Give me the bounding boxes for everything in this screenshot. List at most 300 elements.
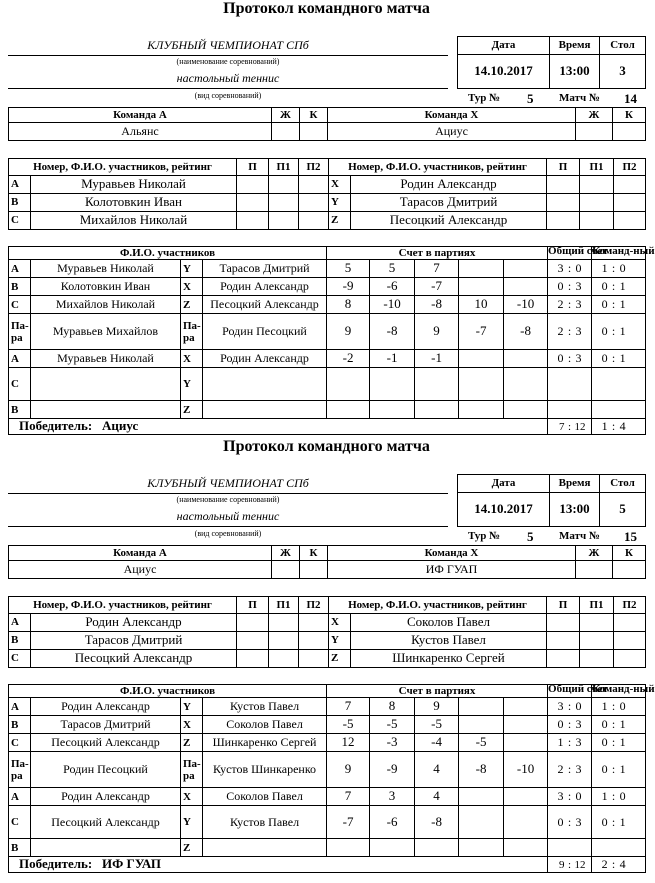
p1-label: П1 bbox=[580, 597, 614, 614]
set-score: 9 bbox=[327, 752, 370, 788]
set-score: 4 bbox=[415, 788, 459, 806]
round-label: Тур № bbox=[468, 530, 501, 542]
set-score bbox=[459, 716, 504, 734]
game-row: B Тарасов Дмитрий X Соколов Павел -5 -5 -5 0 : 3 0 : 1 bbox=[9, 716, 646, 734]
set-score: 8 bbox=[327, 296, 370, 314]
set-score bbox=[504, 734, 548, 752]
competition-name: КЛУБНЫЙ ЧЕМПИОНАТ СПб bbox=[147, 38, 309, 52]
team-point-x bbox=[618, 368, 646, 401]
game-letter-x: X bbox=[181, 788, 203, 806]
total-team-x: 4 bbox=[618, 419, 646, 435]
set-score: 7 bbox=[415, 260, 459, 278]
team-a-label: Команда А bbox=[9, 108, 272, 123]
team-point-x: 1 bbox=[618, 296, 646, 314]
round-number: 5 bbox=[527, 91, 534, 106]
game-row: A Родин Александр Y Кустов Павел 7 8 9 3 : 0 1 : 0 bbox=[9, 698, 646, 716]
sets-won-a: 0 bbox=[548, 350, 566, 368]
game-player-a: Михайлов Николай bbox=[31, 296, 181, 314]
team-point-x: 1 bbox=[618, 278, 646, 296]
set-score: 9 bbox=[415, 698, 459, 716]
set-score: -10 bbox=[370, 296, 415, 314]
sets-won-x: 3 bbox=[574, 350, 592, 368]
game-letter-x: Z bbox=[181, 734, 203, 752]
sets-won-a: 0 bbox=[548, 806, 566, 839]
game-player-a: Муравьев Николай bbox=[31, 260, 181, 278]
set-score: -7 bbox=[459, 314, 504, 350]
set-score: 10 bbox=[459, 296, 504, 314]
sets-won-x bbox=[574, 368, 592, 401]
game-letter-x: X bbox=[181, 350, 203, 368]
team-point-a: 1 bbox=[592, 698, 610, 716]
game-letter-x: Y bbox=[181, 368, 203, 401]
game-player-x bbox=[203, 401, 327, 419]
set-score bbox=[327, 368, 370, 401]
sets-won-a: 3 bbox=[548, 260, 566, 278]
set-score: -5 bbox=[459, 734, 504, 752]
table-label: Стол bbox=[600, 37, 646, 55]
team-x-name: Ациус bbox=[328, 123, 576, 141]
winner-team: Ациус bbox=[102, 418, 139, 434]
game-player-a: Родин Александр bbox=[31, 698, 181, 716]
player-name: Тарасов Дмитрий bbox=[31, 632, 237, 650]
set-score bbox=[415, 401, 459, 419]
game-letter-x: X bbox=[181, 716, 203, 734]
game-letter-a: B bbox=[9, 401, 31, 419]
set-score bbox=[504, 788, 548, 806]
score-header: Счет в партиях bbox=[327, 247, 548, 260]
set-score: -5 bbox=[415, 716, 459, 734]
round-label: Тур № bbox=[468, 92, 501, 104]
team-point-x bbox=[618, 401, 646, 419]
set-score: -10 bbox=[504, 296, 548, 314]
winner-label: Победитель: bbox=[19, 418, 93, 434]
set-score bbox=[415, 368, 459, 401]
team-point-a: 0 bbox=[592, 734, 610, 752]
team-point-x: 1 bbox=[618, 350, 646, 368]
set-score: -2 bbox=[327, 350, 370, 368]
time-label: Время bbox=[550, 475, 600, 493]
game-letter-x: Z bbox=[181, 296, 203, 314]
set-score: 7 bbox=[327, 698, 370, 716]
player-name: Колотовкин Иван bbox=[31, 194, 237, 212]
player-letter: A bbox=[9, 176, 31, 194]
players-header: Номер, Ф.И.О. участников, рейтинг bbox=[9, 159, 237, 176]
date-label: Дата bbox=[458, 475, 550, 493]
sets-won-x: 3 bbox=[574, 734, 592, 752]
red-card-label: К bbox=[613, 546, 646, 561]
red-card-label: К bbox=[300, 108, 328, 123]
p2-label: П2 bbox=[299, 159, 329, 176]
set-score bbox=[504, 260, 548, 278]
game-row bbox=[9, 368, 646, 401]
team-point-a: 0 bbox=[592, 350, 610, 368]
game-letter-x: Z bbox=[181, 401, 203, 419]
game-letter-x: Па-ра bbox=[181, 752, 203, 788]
team-point-x: 1 bbox=[618, 716, 646, 734]
game-player-a: Муравьев Михайлов bbox=[31, 314, 181, 350]
game-row: C Песоцкий Александр Z Шинкаренко Сергей 12 -3 -4 -5 1 : 3 0 : 1 bbox=[9, 734, 646, 752]
set-score bbox=[504, 401, 548, 419]
set-score: -3 bbox=[370, 734, 415, 752]
sets-won-a: 2 bbox=[548, 296, 566, 314]
game-player-x: Родин Александр bbox=[203, 278, 327, 296]
team-point-x: 0 bbox=[618, 788, 646, 806]
red-card-label: К bbox=[613, 108, 646, 123]
set-score bbox=[370, 401, 415, 419]
game-letter-x: Y bbox=[181, 698, 203, 716]
sets-won-x: 3 bbox=[574, 806, 592, 839]
team-point-a: 0 bbox=[592, 716, 610, 734]
game-row: Па-ра Родин Песоцкий Па-ра Кустов Шинкаренко 9 -9 4 -8 -10 2 : 3 0 : 1 bbox=[9, 752, 646, 788]
match-number: 15 bbox=[624, 529, 637, 544]
p-label: П bbox=[237, 159, 269, 176]
game-player-a bbox=[31, 401, 181, 419]
winner-row bbox=[9, 419, 548, 435]
game-player-a: Колотовкин Иван bbox=[31, 278, 181, 296]
game-player-x: Соколов Павел bbox=[203, 788, 327, 806]
player-name: Муравьев Николай bbox=[31, 176, 237, 194]
sets-won-a bbox=[548, 401, 566, 419]
set-score bbox=[504, 698, 548, 716]
game-letter-a: B bbox=[9, 716, 31, 734]
player-row bbox=[9, 212, 646, 230]
set-score bbox=[327, 839, 370, 857]
game-player-a bbox=[31, 839, 181, 857]
game-player-a: Песоцкий Александр bbox=[31, 734, 181, 752]
set-score bbox=[370, 368, 415, 401]
match-time: 13:00 bbox=[550, 55, 600, 89]
time-label: Время bbox=[550, 37, 600, 55]
game-player-a: Песоцкий Александр bbox=[31, 806, 181, 839]
game-letter-x: Y bbox=[181, 260, 203, 278]
sets-won-x: 0 bbox=[574, 260, 592, 278]
game-row: C Песоцкий Александр Y Кустов Павел -7 -6 -8 0 : 3 0 : 1 bbox=[9, 806, 646, 839]
total-sets-x: 12 bbox=[574, 419, 592, 435]
set-score bbox=[459, 368, 504, 401]
game-player-a bbox=[31, 368, 181, 401]
game-letter-a: C bbox=[9, 806, 31, 839]
game-row bbox=[9, 839, 646, 857]
set-score: 9 bbox=[415, 314, 459, 350]
date-label: Дата bbox=[458, 37, 550, 55]
table-number: 5 bbox=[600, 493, 646, 527]
game-letter-a: C bbox=[9, 368, 31, 401]
sets-won-x bbox=[574, 839, 592, 857]
p1-label: П1 bbox=[269, 159, 299, 176]
team-point-x: 0 bbox=[618, 698, 646, 716]
game-letter-x: X bbox=[181, 278, 203, 296]
match-date: 14.10.2017 bbox=[458, 55, 550, 89]
table-number: 3 bbox=[600, 55, 646, 89]
player-letter: C bbox=[9, 212, 31, 230]
set-score bbox=[504, 278, 548, 296]
set-score: -4 bbox=[415, 734, 459, 752]
yellow-card-label: Ж bbox=[576, 546, 613, 561]
sets-won-a: 0 bbox=[548, 278, 566, 296]
sets-won-a bbox=[548, 839, 566, 857]
set-score bbox=[459, 839, 504, 857]
game-letter-a: A bbox=[9, 350, 31, 368]
sets-won-x bbox=[574, 401, 592, 419]
game-letter-a: A bbox=[9, 698, 31, 716]
team-point-a: 0 bbox=[592, 806, 610, 839]
players-header: Номер, Ф.И.О. участников, рейтинг bbox=[329, 597, 547, 614]
player-name: Тарасов Дмитрий bbox=[351, 194, 547, 212]
sport-caption: (вид соревнований) bbox=[194, 529, 262, 538]
set-score bbox=[459, 350, 504, 368]
team-x-label: Команда Х bbox=[328, 108, 576, 123]
competition-caption: (наименование соревнований) bbox=[176, 495, 280, 504]
game-letter-a: B bbox=[9, 278, 31, 296]
game-row: C Михайлов Николай Z Песоцкий Александр 8 -10 -8 10 -10 2 : 3 0 : 1 bbox=[9, 296, 646, 314]
game-row: Па-ра Муравьев Михайлов Па-ра Родин Песоцкий 9 -8 9 -7 -8 2 : 3 0 : 1 bbox=[9, 314, 646, 350]
set-score: -8 bbox=[415, 806, 459, 839]
p2-label: П2 bbox=[299, 597, 329, 614]
protocol-title: Протокол командного матча bbox=[223, 438, 430, 455]
set-score bbox=[459, 806, 504, 839]
set-score: -6 bbox=[370, 806, 415, 839]
sets-won-a: 2 bbox=[548, 752, 566, 788]
player-letter: X bbox=[329, 614, 351, 632]
games-header: Ф.И.О. участников bbox=[9, 247, 327, 260]
p-label: П bbox=[547, 159, 580, 176]
team-point-x: 1 bbox=[618, 734, 646, 752]
sets-won-x: 3 bbox=[574, 716, 592, 734]
players-header: Номер, Ф.И.О. участников, рейтинг bbox=[9, 597, 237, 614]
set-score: -5 bbox=[370, 716, 415, 734]
player-letter: Z bbox=[329, 212, 351, 230]
set-score bbox=[459, 260, 504, 278]
set-score: -9 bbox=[370, 752, 415, 788]
match-label: Матч № bbox=[559, 530, 601, 542]
player-row bbox=[9, 650, 646, 668]
sets-won-a: 2 bbox=[548, 314, 566, 350]
set-score: -7 bbox=[327, 806, 370, 839]
team-point-x: 1 bbox=[618, 806, 646, 839]
p1-label: П1 bbox=[269, 597, 299, 614]
total-header: Общий счет bbox=[548, 247, 592, 260]
game-player-x: Песоцкий Александр bbox=[203, 296, 327, 314]
game-letter-x: Па-ра bbox=[181, 314, 203, 350]
set-score: -1 bbox=[415, 350, 459, 368]
game-row bbox=[9, 401, 646, 419]
yellow-card-label: Ж bbox=[272, 546, 300, 561]
set-score bbox=[459, 698, 504, 716]
game-player-x: Шинкаренко Сергей bbox=[203, 734, 327, 752]
game-letter-a: B bbox=[9, 839, 31, 857]
game-player-x: Кустов Шинкаренко bbox=[203, 752, 327, 788]
set-score: 12 bbox=[327, 734, 370, 752]
game-player-a: Родин Песоцкий bbox=[31, 752, 181, 788]
game-letter-a: Па-ра bbox=[9, 752, 31, 788]
set-score bbox=[415, 839, 459, 857]
competition-caption: (наименование соревнований) bbox=[176, 57, 280, 66]
set-score: -10 bbox=[504, 752, 548, 788]
team-point-a: 0 bbox=[592, 752, 610, 788]
game-player-x: Родин Песоцкий bbox=[203, 314, 327, 350]
game-row: B Колотовкин Иван X Родин Александр -9 -6 -7 0 : 3 0 : 1 bbox=[9, 278, 646, 296]
player-name: Родин Александр bbox=[351, 176, 547, 194]
player-row bbox=[9, 614, 646, 632]
set-score: -8 bbox=[504, 314, 548, 350]
set-score bbox=[504, 806, 548, 839]
player-letter: X bbox=[329, 176, 351, 194]
game-player-x: Родин Александр bbox=[203, 350, 327, 368]
team-point-x: 1 bbox=[618, 314, 646, 350]
game-player-x: Кустов Павел bbox=[203, 698, 327, 716]
set-score: -8 bbox=[370, 314, 415, 350]
set-score: -8 bbox=[459, 752, 504, 788]
game-letter-a: C bbox=[9, 734, 31, 752]
team-point-x: 0 bbox=[618, 260, 646, 278]
set-score: 7 bbox=[327, 788, 370, 806]
sets-won-x: 3 bbox=[574, 314, 592, 350]
set-score bbox=[459, 788, 504, 806]
winner-row bbox=[9, 857, 548, 873]
total-header: Общий счет bbox=[548, 685, 592, 698]
player-name: Соколов Павел bbox=[351, 614, 547, 632]
set-score: -6 bbox=[370, 278, 415, 296]
set-score: 4 bbox=[415, 752, 459, 788]
game-letter-x: Y bbox=[181, 806, 203, 839]
p2-label: П2 bbox=[614, 597, 646, 614]
set-score bbox=[504, 839, 548, 857]
p-label: П bbox=[547, 597, 580, 614]
team-point-a: 0 bbox=[592, 314, 610, 350]
games-header: Ф.И.О. участников bbox=[9, 685, 327, 698]
p2-label: П2 bbox=[614, 159, 646, 176]
team-point-a: 1 bbox=[592, 260, 610, 278]
game-letter-a: A bbox=[9, 788, 31, 806]
team-point-x bbox=[618, 839, 646, 857]
sets-won-x: 3 bbox=[574, 278, 592, 296]
sets-won-x: 0 bbox=[574, 788, 592, 806]
match-time: 13:00 bbox=[550, 493, 600, 527]
player-name: Песоцкий Александр bbox=[351, 212, 547, 230]
yellow-card-label: Ж bbox=[576, 108, 613, 123]
player-letter: B bbox=[9, 632, 31, 650]
game-letter-x: Z bbox=[181, 839, 203, 857]
set-score bbox=[327, 401, 370, 419]
total-team-a: 1 bbox=[592, 419, 610, 435]
sport-caption: (вид соревнований) bbox=[194, 91, 262, 100]
team-x-name: ИФ ГУАП bbox=[328, 561, 576, 579]
set-score bbox=[459, 278, 504, 296]
table-label: Стол bbox=[600, 475, 646, 493]
set-score: 5 bbox=[327, 260, 370, 278]
set-score: -7 bbox=[415, 278, 459, 296]
team-point-a bbox=[592, 368, 610, 401]
protocol-title: Протокол командного матча bbox=[223, 0, 430, 17]
team-x-label: Команда Х bbox=[328, 546, 576, 561]
set-score: 3 bbox=[370, 788, 415, 806]
match-date: 14.10.2017 bbox=[458, 493, 550, 527]
team-point-a: 0 bbox=[592, 278, 610, 296]
winner-team: ИФ ГУАП bbox=[102, 856, 162, 872]
set-score bbox=[459, 401, 504, 419]
player-name: Михайлов Николай bbox=[31, 212, 237, 230]
game-letter-a: Па-ра bbox=[9, 314, 31, 350]
team-header: Команд-ный bbox=[592, 247, 646, 260]
total-team-a: 2 bbox=[592, 857, 610, 873]
sport-name: настольный теннис bbox=[176, 509, 280, 523]
player-name: Родин Александр bbox=[31, 614, 237, 632]
game-player-x bbox=[203, 839, 327, 857]
total-team-x: 4 bbox=[618, 857, 646, 873]
match-protocol: Протокол командного матча КЛУБНЫЙ ЧЕМПИОНАТ СПб (наименование соревнований) настольный теннис (вид соревнований) Дата Время Стол 14.10.2017 13:00 5 Тур № 5 Матч № 15 Команда А Ж К Команда Х Ж К Ациус ИФ ГУАП Номер, Ф.И.О. участников, рейтинг П П1 П2 Номер, Ф.И.О. участников, рейтинг П П1 П2 A Родин Александр X Соколов Павел B Тарасов Дмитрий Y Кустов Павел C Песоцкий Александр Z Шинкаренко Сергей Ф.И.О. участников Счет в партиях Общий счет Команд-ный A Родин Александр Y Кустов Павел 7 8 9 3 : 0 1 : 0 B Тарасов Дмитрий X Соколов Павел -5 -5 -5 0 : 3 0 : 1 C Песоцкий Александр Z Шинкаренко Сергей 12 -3 -4 -5 1 : 3 0 : 1 Па-ра Родин Песоцкий Па-ра Кустов Шинкаренко 9 -9 4 -8 -10 2 : 3 0 : 1 A Родин Александр X Соколов Павел 7 3 4 3 : 0 1 : 0 C Песоцкий Александр Y Кустов Павел -7 -6 -8 0 : 3 0 : 1 B Z Победитель: ИФ ГУАП 9 : 12 2 : 4 bbox=[0, 438, 653, 879]
sets-won-a: 0 bbox=[548, 716, 566, 734]
player-name: Шинкаренко Сергей bbox=[351, 650, 547, 668]
game-row: A Муравьев Николай Y Тарасов Дмитрий 5 5 7 3 : 0 1 : 0 bbox=[9, 260, 646, 278]
game-letter-a: C bbox=[9, 296, 31, 314]
round-number: 5 bbox=[527, 529, 534, 544]
game-player-x bbox=[203, 368, 327, 401]
game-player-x: Соколов Павел bbox=[203, 716, 327, 734]
score-header: Счет в партиях bbox=[327, 685, 548, 698]
p1-label: П1 bbox=[580, 159, 614, 176]
total-sets-a: 9 bbox=[548, 857, 566, 873]
sets-won-x: 3 bbox=[574, 296, 592, 314]
player-letter: C bbox=[9, 650, 31, 668]
player-letter: Y bbox=[329, 194, 351, 212]
player-row bbox=[9, 194, 646, 212]
player-name: Песоцкий Александр bbox=[31, 650, 237, 668]
team-point-a: 1 bbox=[592, 788, 610, 806]
winner-label: Победитель: bbox=[19, 856, 93, 872]
match-protocol: Протокол командного матча КЛУБНЫЙ ЧЕМПИОНАТ СПб (наименование соревнований) настольный теннис (вид соревнований) Дата Время Стол 14.10.2017 13:00 3 Тур № 5 Матч № 14 Команда А Ж К Команда Х Ж К Альянс Ациус Номер, Ф.И.О. участников, рейтинг П П1 П2 Номер, Ф.И.О. участников, рейтинг П П1 П2 A Муравьев Николай X Родин Александр B Колотовкин Иван Y Тарасов Дмитрий C Михайлов Николай Z Песоцкий Александр Ф.И.О. участников Счет в партиях Общий счет Команд-ный A Муравьев Николай Y Тарасов Дмитрий 5 5 7 3 : 0 1 : 0 B Колотовкин Иван X Родин Александр -9 -6 -7 0 : 3 0 : 1 C Михайлов Николай Z Песоцкий Александр 8 -10 -8 10 -10 2 : 3 0 : 1 Па-ра Муравьев Михайлов Па-ра Родин Песоцкий 9 -8 9 -7 -8 2 : 3 0 : 1 A Муравьев Николай X Родин Александр -2 -1 -1 0 : 3 0 : 1 C Y B Z Победитель: Ациус 7 : 12 1 : 4 bbox=[0, 0, 653, 441]
sets-won-a: 3 bbox=[548, 788, 566, 806]
set-score: -5 bbox=[327, 716, 370, 734]
player-letter: Z bbox=[329, 650, 351, 668]
p-label: П bbox=[237, 597, 269, 614]
set-score bbox=[504, 368, 548, 401]
players-header: Номер, Ф.И.О. участников, рейтинг bbox=[329, 159, 547, 176]
player-name: Кустов Павел bbox=[351, 632, 547, 650]
player-letter: B bbox=[9, 194, 31, 212]
set-score: 8 bbox=[370, 698, 415, 716]
sport-name: настольный теннис bbox=[176, 71, 280, 85]
game-player-a: Тарасов Дмитрий bbox=[31, 716, 181, 734]
red-card-label: К bbox=[300, 546, 328, 561]
player-letter: Y bbox=[329, 632, 351, 650]
set-score bbox=[504, 350, 548, 368]
set-score: 5 bbox=[370, 260, 415, 278]
sets-won-a: 1 bbox=[548, 734, 566, 752]
set-score bbox=[370, 839, 415, 857]
game-row: A Родин Александр X Соколов Павел 7 3 4 3 : 0 1 : 0 bbox=[9, 788, 646, 806]
game-row: A Муравьев Николай X Родин Александр -2 -1 -1 0 : 3 0 : 1 bbox=[9, 350, 646, 368]
set-score: 9 bbox=[327, 314, 370, 350]
game-player-x: Тарасов Дмитрий bbox=[203, 260, 327, 278]
team-a-name: Ациус bbox=[9, 561, 272, 579]
set-score: -9 bbox=[327, 278, 370, 296]
player-letter: A bbox=[9, 614, 31, 632]
sets-won-a: 3 bbox=[548, 698, 566, 716]
total-sets-a: 7 bbox=[548, 419, 566, 435]
team-a-label: Команда А bbox=[9, 546, 272, 561]
team-point-a: 0 bbox=[592, 296, 610, 314]
competition-name: КЛУБНЫЙ ЧЕМПИОНАТ СПб bbox=[147, 476, 309, 490]
team-point-a bbox=[592, 401, 610, 419]
game-player-x: Кустов Павел bbox=[203, 806, 327, 839]
sets-won-x: 3 bbox=[574, 752, 592, 788]
player-row bbox=[9, 176, 646, 194]
team-point-x: 1 bbox=[618, 752, 646, 788]
game-player-a: Муравьев Николай bbox=[31, 350, 181, 368]
team-header: Команд-ный bbox=[592, 685, 646, 698]
set-score: -8 bbox=[415, 296, 459, 314]
team-point-a bbox=[592, 839, 610, 857]
